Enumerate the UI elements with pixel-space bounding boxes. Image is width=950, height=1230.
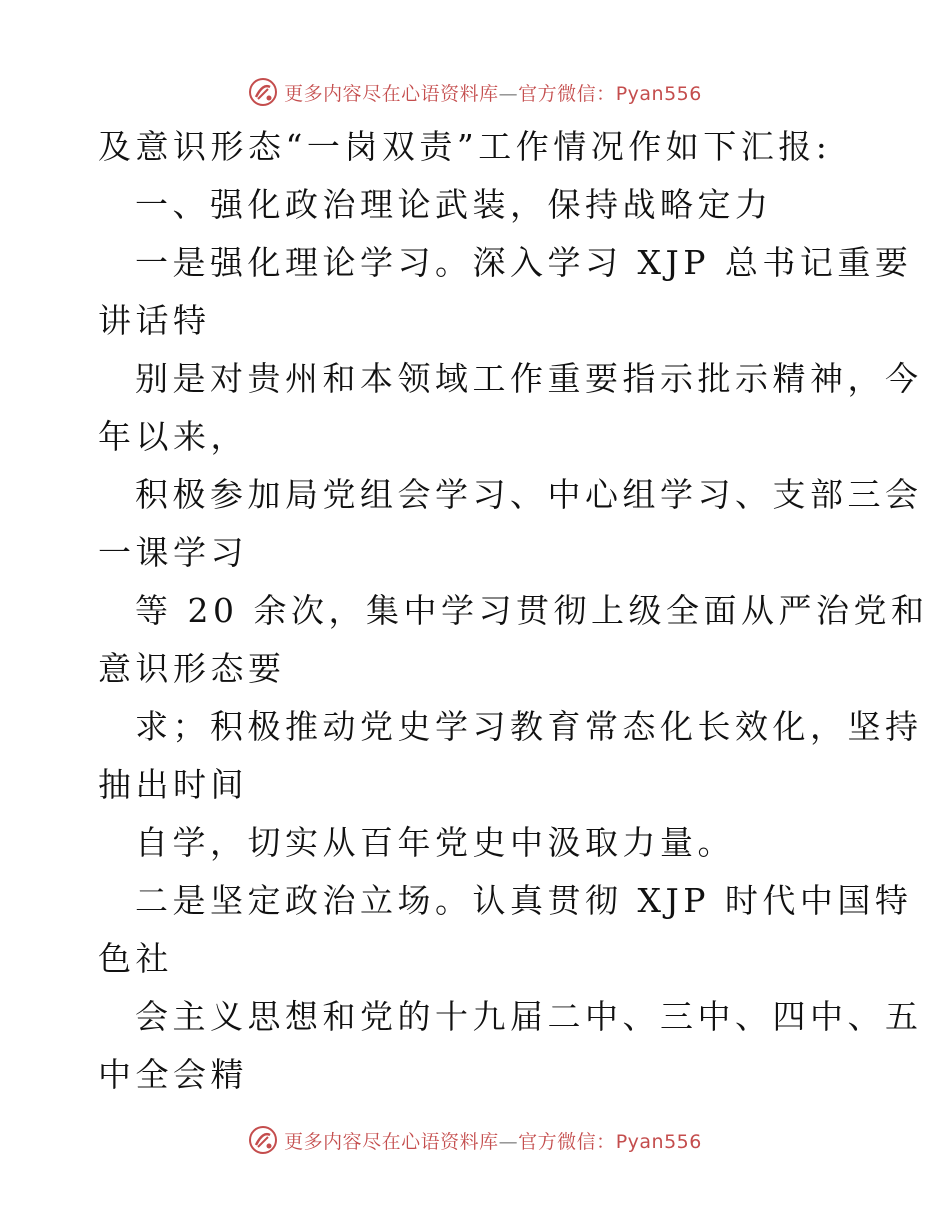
header-watermark (0, 72, 950, 112)
watermark-label: 官方微信： (518, 1130, 616, 1153)
section-heading: 一、强化政治理论武装，保持战略定力 (135, 185, 773, 224)
watermark-id: Pyan556 (615, 82, 702, 105)
body-line: 别是对贵州和本领域工作重要指示批示精神，今 (135, 359, 923, 398)
body-line: 一课学习 (98, 533, 248, 572)
watermark-text (284, 1127, 702, 1154)
seal-logo-icon (248, 77, 278, 107)
body-line: 积极参加局党组会学习、中心组学习、支部三会 (135, 475, 923, 514)
body-line: 会主义思想和党的十九届二中、三中、四中、五 (135, 997, 923, 1036)
watermark-label: 官方微信： (518, 82, 616, 105)
watermark-id: Pyan556 (615, 1130, 702, 1153)
body-line: 二是坚定政治立场。认真贯彻 XJP 时代中国特 (135, 881, 913, 920)
body-line: 等 20 余次，集中学习贯彻上级全面从严治党和 (135, 591, 929, 630)
body-line: 抽出时间 (98, 765, 248, 804)
body-line: 中全会精 (98, 1055, 248, 1094)
document-body (98, 118, 929, 1104)
body-line: 讲话特 (98, 301, 211, 340)
watermark-separator: — (498, 1130, 519, 1153)
body-line: 求；积极推动党史学习教育常态化长效化，坚持 (135, 707, 923, 746)
body-line: 意识形态要 (98, 649, 286, 688)
body-line: 自学，切实从百年党史中汲取力量。 (135, 823, 735, 862)
body-line: 一是强化理论学习。深入学习 XJP 总书记重要 (135, 243, 913, 282)
footer-watermark (0, 1120, 950, 1160)
watermark-separator: — (498, 82, 519, 105)
watermark-text (284, 79, 702, 106)
body-line: 色社 (98, 939, 173, 978)
body-line: 年以来， (98, 417, 248, 456)
watermark-brand: 更多内容尽在心语资料库 (284, 82, 499, 105)
seal-logo-icon (248, 1125, 278, 1155)
body-line: 及意识形态“一岗双责”工作情况作如下汇报: (98, 127, 832, 166)
watermark-brand: 更多内容尽在心语资料库 (284, 1130, 499, 1153)
